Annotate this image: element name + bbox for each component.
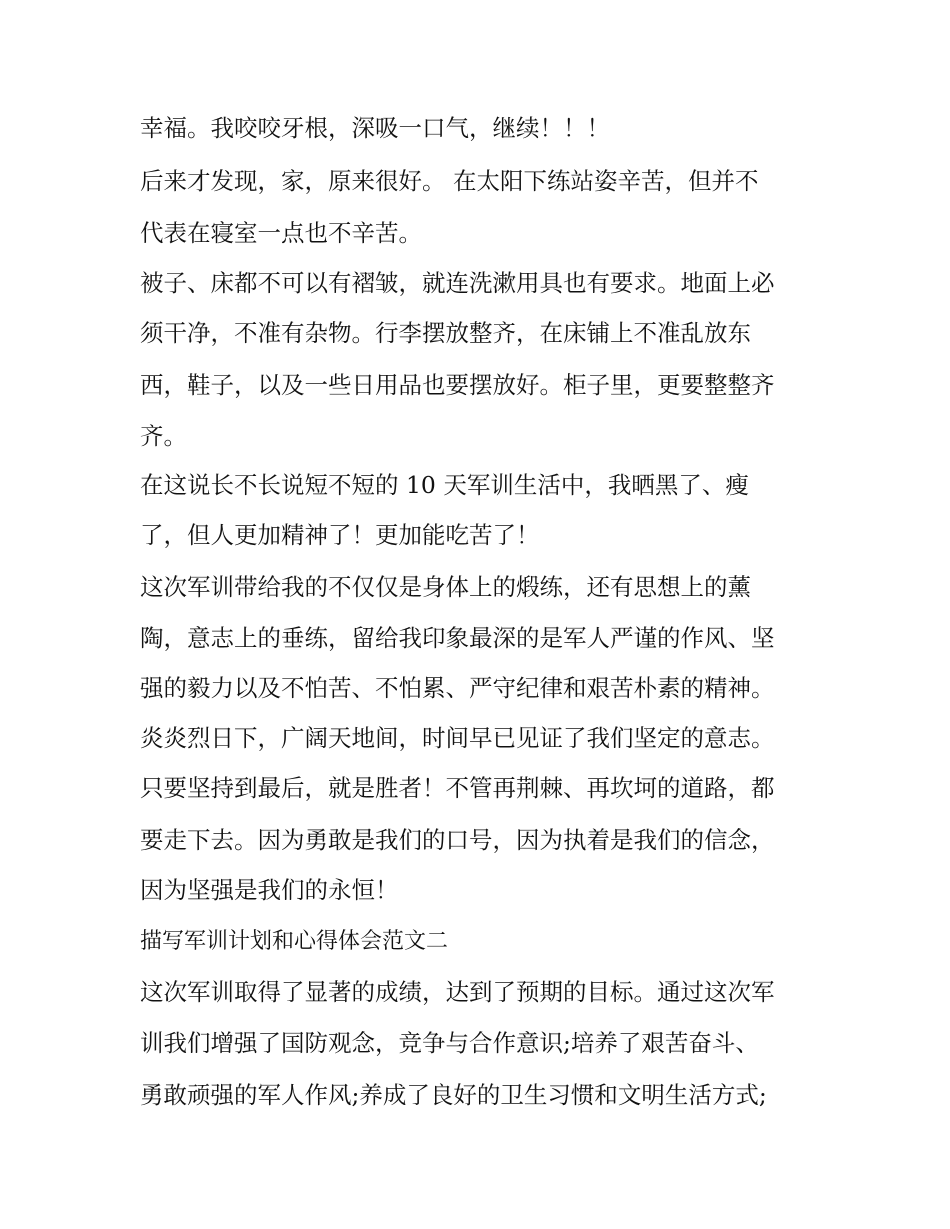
text-line: 勇敢顽强的军人作风;养成了良好的卫生习惯和文明生活方式;	[140, 1081, 767, 1109]
text-line: 西，鞋子，以及一些日用品也要摆放好。柜子里，更要整整齐	[140, 371, 775, 399]
text-line: 须干净，不准有杂物。行李摆放整齐，在床铺上不准乱放东	[140, 319, 751, 347]
text-line: 代表在寝室一点也不辛苦。	[140, 219, 422, 247]
text-line: 要走下去。因为勇敢是我们的口号，因为执着是我们的信念，	[140, 826, 775, 854]
text-line: 在这说长不长说短不短的 10 天军训生活中，我晒黑了、瘦	[140, 471, 749, 499]
text-line: 被子、床都不可以有褶皱，就连洗漱用具也有要求。地面上必	[140, 269, 775, 297]
text-line: 因为坚强是我们的永恒！	[140, 876, 399, 904]
text-line: 强的毅力以及不怕苦、不怕累、严守纪律和艰苦朴素的精神。	[140, 674, 775, 702]
text-line: 齐。	[140, 422, 187, 450]
text-line: 这次军训取得了显著的成绩，达到了预期的目标。通过这次军	[140, 978, 775, 1006]
section-heading: 描写军训计划和心得体会范文二	[140, 929, 449, 954]
text-line: 只要坚持到最后，就是胜者！不管再荆棘、再坎坷的道路，都	[140, 774, 775, 802]
text-line: 陶，意志上的垂练，留给我印象最深的是军人严谨的作风、坚	[140, 624, 775, 652]
text-line: 这次军训带给我的不仅仅是身体上的煅练，还有思想上的薰	[140, 573, 751, 601]
text-line: 训我们增强了国防观念，竞争与合作意识;培养了艰苦奋斗、	[140, 1029, 759, 1057]
text-line: 后来才发现，家，原来很好。 在太阳下练站姿辛苦，但并不	[140, 167, 759, 195]
text-line: 幸福。我咬咬牙根，深吸一口气，继续！！！	[140, 114, 610, 142]
text-line: 了，但人更加精神了！更加能吃苦了！	[140, 521, 540, 549]
text-line: 炎炎烈日下，广阔天地间，时间早已见证了我们坚定的意志。	[140, 724, 775, 752]
